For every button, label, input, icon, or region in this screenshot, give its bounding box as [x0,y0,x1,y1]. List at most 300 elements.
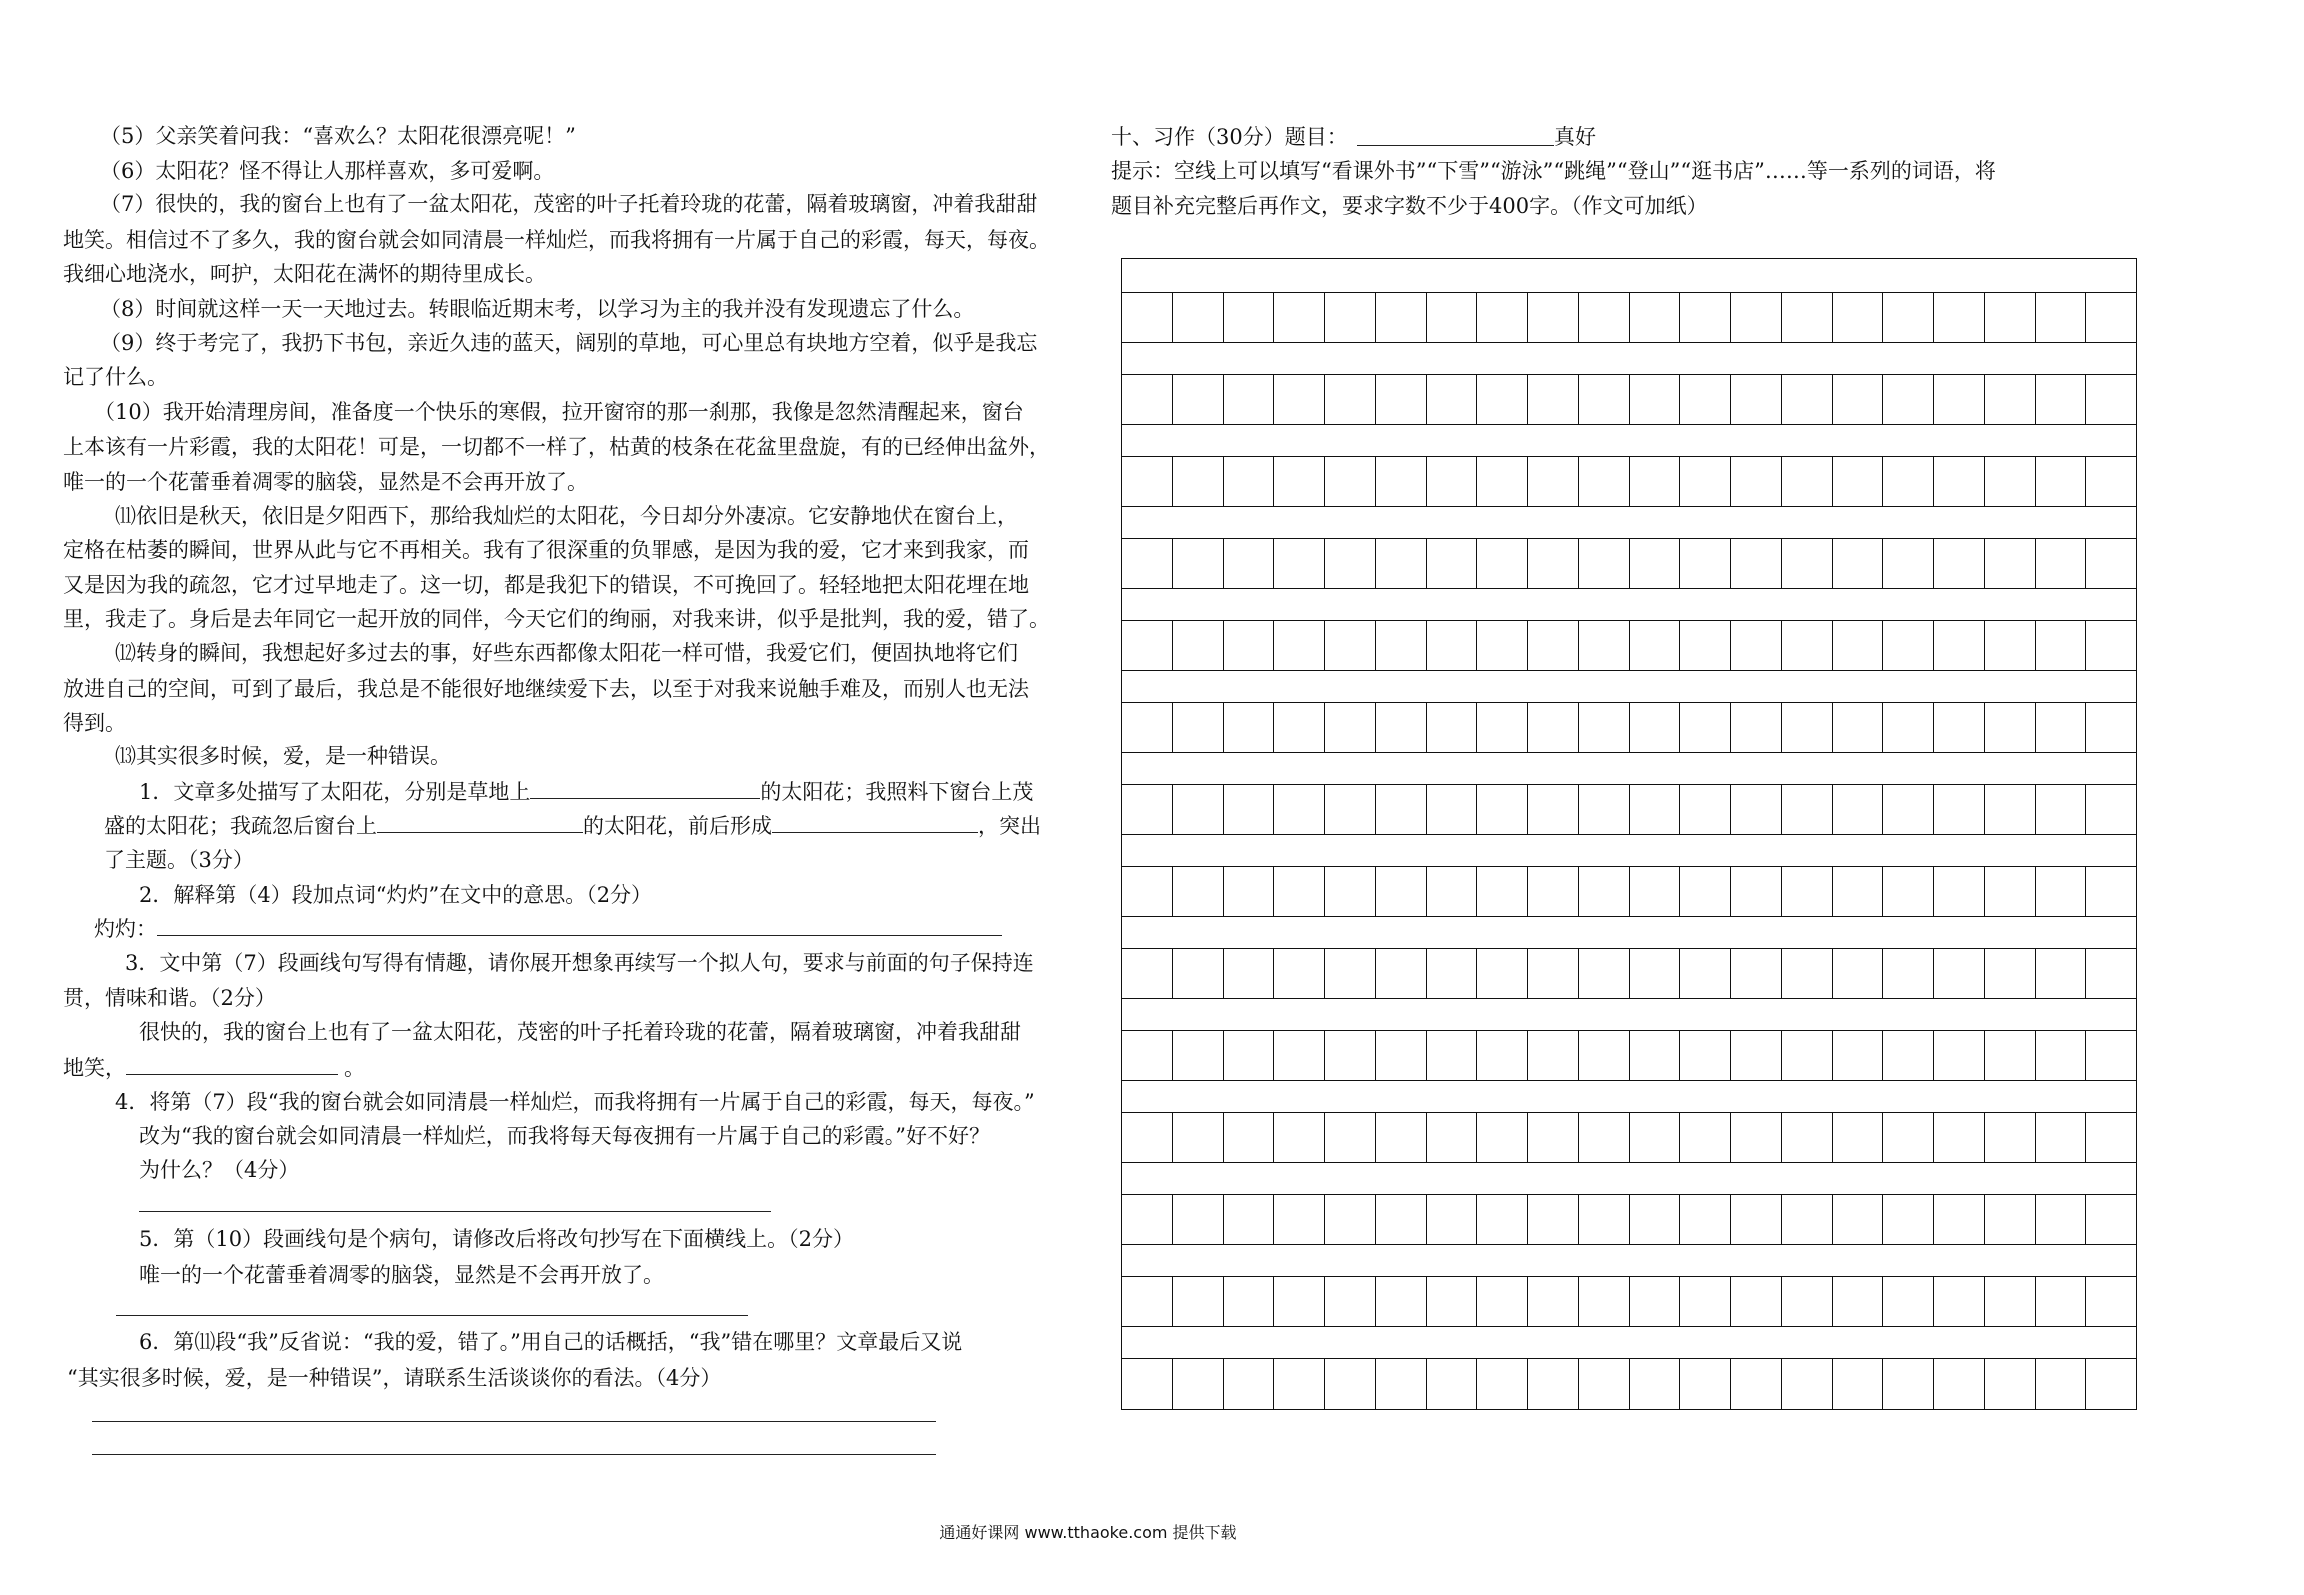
grid-cell [1223,1359,1274,1409]
grid-cell [1122,1195,1172,1244]
grid-cell [2085,293,2136,342]
grid-cell [1629,949,1680,998]
grid-cell [1882,1113,1933,1162]
grid-cell [1832,785,1883,834]
grid-cell [1832,1359,1883,1409]
grid-cell [1273,621,1324,670]
grid-cell [1476,1031,1527,1080]
grid-cell [1375,539,1426,588]
grid-cell [1578,867,1629,916]
grid-cell [1223,703,1274,752]
grid-cell [1527,785,1578,834]
grid-cell [1882,1359,1933,1409]
grid-cell [1426,1195,1477,1244]
grid-cell [1122,1359,1172,1409]
grid-cell [1223,621,1274,670]
grid-cell [1933,1031,1984,1080]
grid-cell [2085,621,2136,670]
grid-cell [2085,1031,2136,1080]
grid-row [1122,948,2136,999]
answer-blank [377,812,583,833]
grid-cell [1679,703,1730,752]
passage-line: ⒀其实很多时候，爱，是一种错误。 [115,744,451,768]
grid-cell [1832,1113,1883,1162]
grid-row [1122,620,2136,671]
grid-cell [1273,539,1324,588]
passage-line: 我细心地浇水，呵护，太阳花在满怀的期待里成长。 [63,262,546,286]
grid-cell [1172,293,1223,342]
grid-cell [1629,621,1680,670]
grid-cell [1781,703,1832,752]
passage-line: ⑿转身的瞬间，我想起好多过去的事，好些东西都像太阳花一样可惜，我爱它们，便固执地将它们 [115,641,1018,665]
grid-cell [1375,1195,1426,1244]
grid-cell [1882,703,1933,752]
grid-cell [1679,1031,1730,1080]
grid-cell [1882,1195,1933,1244]
grid-cell [1984,457,2035,506]
grid-cell [1375,785,1426,834]
grid-cell [1527,1195,1578,1244]
grid-cell [2035,867,2086,916]
grid-cell [1730,949,1781,998]
grid-cell [1172,1277,1223,1326]
grid-cell [1324,293,1375,342]
grid-cell [1730,457,1781,506]
grid-cell [1426,703,1477,752]
grid-cell [1426,539,1477,588]
grid-cell [1933,785,1984,834]
grid-cell [1223,457,1274,506]
grid-cell [1984,1195,2035,1244]
grid-cell [1426,457,1477,506]
grid-row [1122,866,2136,917]
grid-cell [1578,539,1629,588]
grid-cell [1324,867,1375,916]
grid-cell [1172,1359,1223,1409]
question-2-prompt: 2．解释第（4）段加点词“灼灼”在文中的意思。（2分） [139,883,653,907]
grid-cell [1172,1195,1223,1244]
grid-cell [1375,867,1426,916]
grid-cell [1730,621,1781,670]
grid-cell [1375,703,1426,752]
grid-cell [1476,785,1527,834]
answer-blank [772,812,978,833]
grid-cell [1476,1359,1527,1409]
grid-cell [1578,949,1629,998]
grid-row [1122,1276,2136,1327]
grid-cell [1122,949,1172,998]
grid-cell [1527,539,1578,588]
grid-cell [1324,1277,1375,1326]
grid-cell [2085,1359,2136,1409]
grid-cell [1832,539,1883,588]
grid-cell [1172,703,1223,752]
grid-cell [1426,293,1477,342]
grid-cell [1527,703,1578,752]
grid-cell [1324,1195,1375,1244]
grid-cell [1223,1113,1274,1162]
grid-cell [1578,1359,1629,1409]
essay-heading: 十、习作（30分）题目： [1111,125,1348,149]
grid-cell [1781,1359,1832,1409]
grid-cell [1882,293,1933,342]
grid-cell [1629,1359,1680,1409]
grid-cell [1629,457,1680,506]
grid-row [1122,1194,2136,1245]
passage-line: 又是因为我的疏忽，它才过早地走了。这一切，都是我犯下的错误，不可挽回了。轻轻地把太阳花埋在地 [63,573,1029,597]
grid-cell [2035,375,2086,424]
grid-cell [1730,539,1781,588]
grid-cell [2035,1359,2086,1409]
grid-cell [1882,621,1933,670]
question-3-text: 地笑， [63,1056,126,1080]
question-1-text: 盛的太阳花；我疏忽后窗台上 [104,814,377,838]
grid-cell [1832,1195,1883,1244]
grid-cell [1527,375,1578,424]
answer-blank [126,1054,338,1075]
grid-cell [1578,1195,1629,1244]
grid-cell [1832,703,1883,752]
grid-cell [1984,785,2035,834]
grid-cell [1527,457,1578,506]
grid-cell [1781,621,1832,670]
grid-row [1122,292,2136,343]
grid-cell [2035,703,2086,752]
grid-cell [1933,867,1984,916]
grid-cell [2085,457,2136,506]
grid-cell [2085,867,2136,916]
grid-cell [1273,1195,1324,1244]
grid-cell [2035,539,2086,588]
answer-line [92,1421,936,1422]
grid-cell [1476,949,1527,998]
grid-cell [1426,785,1477,834]
grid-cell [1832,375,1883,424]
grid-cell [1730,703,1781,752]
grid-cell [1730,1195,1781,1244]
grid-cell [1426,375,1477,424]
grid-cell [1476,1113,1527,1162]
grid-cell [1426,949,1477,998]
grid-row [1122,1358,2136,1409]
grid-cell [1273,949,1324,998]
answer-blank [530,778,760,799]
grid-cell [1578,621,1629,670]
passage-line: 上本该有一片彩霞，我的太阳花！可是，一切都不一样了，枯黄的枝条在花盆里盘旋，有的已经伸出盆外， [63,435,1050,459]
grid-cell [1984,867,2035,916]
grid-row [1122,538,2136,589]
grid-cell [1832,867,1883,916]
grid-cell [2085,1113,2136,1162]
grid-cell [1781,785,1832,834]
grid-cell [1273,785,1324,834]
grid-cell [1375,621,1426,670]
grid-cell [1122,539,1172,588]
grid-cell [1223,1195,1274,1244]
grid-cell [1781,539,1832,588]
essay-title-blank [1357,145,1554,146]
grid-cell [1527,949,1578,998]
grid-cell [2035,1195,2086,1244]
grid-cell [1629,703,1680,752]
grid-cell [1984,949,2035,998]
question-3-prompt-line-1: 3．文中第（7）段画线句写得有情趣，请你展开想象再续写一个拟人句，要求与前面的句子保持连 [125,951,1034,975]
grid-cell [1984,621,2035,670]
grid-cell [1933,1359,1984,1409]
question-4-line-2: 改为“我的窗台就会如同清晨一样灿烂，而我将每天每夜拥有一片属于自己的彩霞。”好不好？ [139,1124,990,1148]
grid-row [1122,702,2136,753]
grid-cell [2035,1277,2086,1326]
question-4-line-1: 4．将第（7）段“我的窗台就会如同清晨一样灿烂，而我将拥有一片属于自己的彩霞，每天，每夜。” [115,1090,1035,1114]
grid-cell [1730,1277,1781,1326]
grid-cell [2085,703,2136,752]
grid-cell [1324,949,1375,998]
grid-cell [1122,621,1172,670]
page-footer: 通通好课网 www.tthaoke.com 提供下载 [939,1523,1237,1542]
grid-cell [1679,1113,1730,1162]
grid-cell [1324,539,1375,588]
grid-cell [1679,1359,1730,1409]
grid-cell [1273,703,1324,752]
grid-cell [1629,867,1680,916]
grid-cell [1223,293,1274,342]
grid-cell [1933,1277,1984,1326]
grid-cell [1527,293,1578,342]
grid-cell [1476,621,1527,670]
grid-cell [1578,1277,1629,1326]
question-1-text: ，突出 [978,814,1041,838]
grid-cell [1984,1113,2035,1162]
grid-cell [1375,293,1426,342]
grid-cell [1476,539,1527,588]
grid-cell [1679,1195,1730,1244]
grid-cell [2035,785,2086,834]
grid-cell [2085,1277,2136,1326]
grid-cell [1578,1113,1629,1162]
grid-cell [1933,457,1984,506]
grid-cell [1629,1277,1680,1326]
grid-cell [1882,375,1933,424]
grid-cell [1832,1031,1883,1080]
grid-cell [1882,457,1933,506]
grid-cell [1476,1195,1527,1244]
passage-line: 放进自己的空间，可到了最后，我总是不能很好地继续爱下去，以至于对我来说触手难及，而别人也无法 [63,677,1029,701]
question-1-text: 1．文章多处描写了太阳花，分别是草地上 [139,780,531,804]
grid-cell [1629,1113,1680,1162]
grid-cell [1984,703,2035,752]
grid-cell [1629,293,1680,342]
question-6-line-1: 6．第⑾段“我”反省说：“我的爱，错了。”用自己的话概括，“我”错在哪里？文章最后又说 [139,1330,963,1354]
grid-cell [1172,1113,1223,1162]
grid-cell [1375,1359,1426,1409]
grid-cell [1223,867,1274,916]
answer-label: 灼灼： [94,917,157,941]
grid-cell [1172,375,1223,424]
grid-cell [2035,457,2086,506]
grid-cell [1832,293,1883,342]
grid-cell [1679,375,1730,424]
grid-cell [1223,539,1274,588]
question-6-line-2: “其实很多时候，爱，是一种错误”，请联系生活谈谈你的看法。（4分） [67,1366,722,1390]
grid-cell [1476,457,1527,506]
grid-cell [1933,703,1984,752]
grid-cell [1933,293,1984,342]
passage-line: ⑾依旧是秋天，依旧是夕阳西下，那给我灿烂的太阳花，今日却分外凄凉。它安静地伏在窗台上， [115,504,1018,528]
passage-line: （7）很快的，我的窗台上也有了一盆太阳花，茂密的叶子托着玲珑的花蕾，隔着玻璃窗，冲着我甜甜 [100,192,1038,216]
grid-cell [1578,703,1629,752]
grid-cell [1781,1113,1832,1162]
grid-cell [1882,1031,1933,1080]
question-5-sentence: 唯一的一个花蕾垂着凋零的脑袋，显然是不会再开放了。 [139,1263,664,1287]
grid-cell [1172,539,1223,588]
grid-cell [1122,457,1172,506]
grid-cell [2035,621,2086,670]
grid-cell [1984,1277,2035,1326]
grid-cell [1781,1277,1832,1326]
grid-cell [1832,621,1883,670]
grid-cell [1476,293,1527,342]
grid-cell [1984,1031,2035,1080]
passage-line: 里，我走了。身后是去年同它一起开放的同伴，今天它们的绚丽，对我来讲，似乎是批判，我的爱，错了。 [63,607,1050,631]
grid-cell [1730,1031,1781,1080]
grid-cell [1578,293,1629,342]
grid-cell [1426,1359,1477,1409]
grid-cell [1882,539,1933,588]
grid-cell [1223,1031,1274,1080]
question-1-line-2 [104,809,1041,843]
passage-line: 得到。 [63,711,126,735]
question-3-text: 。 [344,1056,365,1080]
grid-cell [1781,1031,1832,1080]
essay-title-suffix: 真好 [1554,125,1596,149]
grid-cell [1172,949,1223,998]
grid-cell [1629,375,1680,424]
question-3-quote-line-1: 很快的，我的窗台上也有了一盆太阳花，茂密的叶子托着玲珑的花蕾，隔着玻璃窗，冲着我甜甜 [139,1020,1021,1044]
grid-cell [1730,867,1781,916]
grid-cell [1375,949,1426,998]
grid-cell [1578,375,1629,424]
grid-cell [1629,539,1680,588]
essay-grid [1121,258,2137,1410]
grid-cell [1527,867,1578,916]
grid-cell [1882,949,1933,998]
grid-cell [1781,867,1832,916]
passage-line: （9）终于考完了，我扔下书包，亲近久违的蓝天，阔别的草地，可心里总有块地方空着，似乎是我忘 [100,331,1038,355]
grid-cell [2035,293,2086,342]
question-1-line-1 [139,775,1033,809]
grid-cell [1679,1277,1730,1326]
grid-cell [1882,867,1933,916]
grid-cell [1933,1113,1984,1162]
grid-cell [1273,1359,1324,1409]
grid-cell [1984,539,2035,588]
grid-cell [1578,785,1629,834]
grid-cell [1426,867,1477,916]
grid-cell [1324,1113,1375,1162]
grid-cell [1730,375,1781,424]
grid-cell [1527,1359,1578,1409]
grid-cell [1172,621,1223,670]
grid-row [1122,456,2136,507]
grid-cell [1122,867,1172,916]
grid-cell [1882,785,1933,834]
grid-cell [1679,949,1730,998]
passage-line: （5）父亲笑着问我：“喜欢么？太阳花很漂亮呢！” [100,124,576,148]
grid-cell [1172,785,1223,834]
grid-cell [1578,1031,1629,1080]
grid-cell [1984,293,2035,342]
grid-cell [1679,457,1730,506]
grid-cell [1933,375,1984,424]
grid-cell [1122,785,1172,834]
grid-cell [1324,375,1375,424]
grid-cell [1273,457,1324,506]
question-3-prompt-line-2: 贯，情味和谐。（2分） [63,986,276,1010]
grid-cell [1781,1195,1832,1244]
grid-row [1122,1030,2136,1081]
grid-cell [1527,621,1578,670]
grid-cell [1273,867,1324,916]
grid-cell [1172,1031,1223,1080]
passage-line: 唯一的一个花蕾垂着凋零的脑袋，显然是不会再开放了。 [63,470,588,494]
grid-cell [2085,1195,2136,1244]
grid-cell [1172,867,1223,916]
grid-cell [1122,1031,1172,1080]
grid-cell [2035,1031,2086,1080]
grid-cell [1273,1277,1324,1326]
answer-line [92,1454,936,1455]
grid-cell [1324,457,1375,506]
question-1-line-3: 了主题。（3分） [104,848,254,872]
grid-cell [1476,375,1527,424]
question-2-answer-line [94,912,1002,946]
grid-cell [2085,539,2136,588]
grid-cell [1324,703,1375,752]
grid-cell [1273,1113,1324,1162]
grid-cell [1933,949,1984,998]
grid-cell [1426,1277,1477,1326]
grid-cell [1933,1195,1984,1244]
grid-cell [1629,1195,1680,1244]
grid-cell [1273,1031,1324,1080]
grid-cell [1781,293,1832,342]
grid-cell [1375,457,1426,506]
grid-cell [1172,457,1223,506]
grid-row [1122,784,2136,835]
grid-cell [1679,867,1730,916]
grid-cell [1730,1113,1781,1162]
grid-cell [1578,457,1629,506]
grid-cell [1426,621,1477,670]
grid-cell [1223,375,1274,424]
grid-cell [1832,949,1883,998]
grid-cell [1122,703,1172,752]
grid-cell [1273,293,1324,342]
grid-cell [1122,375,1172,424]
grid-cell [1730,785,1781,834]
grid-cell [1223,949,1274,998]
answer-line [139,1211,771,1212]
grid-cell [2035,1113,2086,1162]
grid-cell [1324,785,1375,834]
passage-line: 定格在枯萎的瞬间，世界从此与它不再相关。我有了很深重的负罪感，是因为我的爱，它才来到我家，而 [63,538,1029,562]
grid-cell [1122,293,1172,342]
grid-cell [1781,375,1832,424]
essay-hint-line-2: 题目补充完整后再作文，要求字数不少于400字。（作文可加纸） [1111,194,1708,218]
grid-cell [1882,1277,1933,1326]
passage-line: 记了什么。 [63,365,168,389]
grid-cell [1679,293,1730,342]
